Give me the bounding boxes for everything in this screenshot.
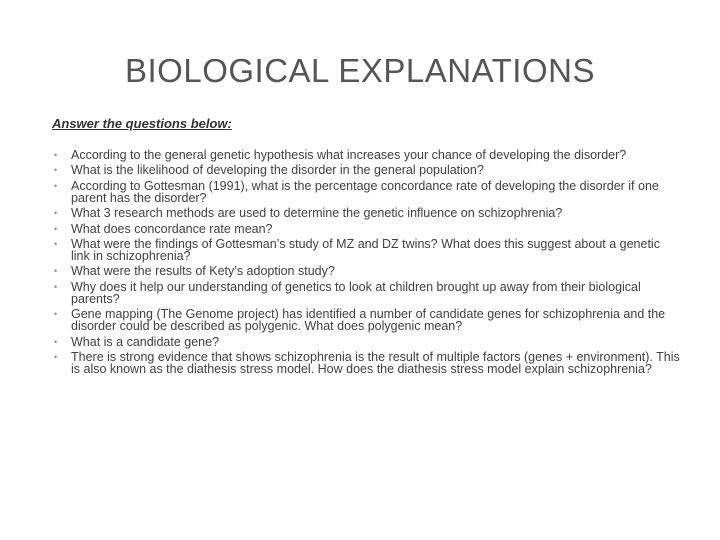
bullet-icon: • — [54, 208, 58, 219]
question-text: According to the general genetic hypothesis what increases your chance of developing the disorder? — [71, 148, 627, 162]
question-item-9 — [52, 308, 682, 332]
question-item-10 — [52, 336, 682, 348]
question-item-7 — [52, 265, 682, 277]
question-item-8 — [52, 281, 682, 305]
question-item-2 — [52, 164, 682, 176]
question-item-6 — [52, 238, 682, 262]
bullet-icon: • — [54, 150, 58, 160]
question-item-5 — [52, 223, 682, 235]
question-item-4 — [52, 207, 682, 219]
question-text: What is a candidate gene? — [71, 334, 220, 349]
slide-title: BIOLOGICAL EXPLANATIONS — [125, 52, 595, 89]
bullet-icon: • — [54, 309, 58, 320]
bullet-icon: • — [54, 238, 58, 249]
question-text: What is the likelihood of developing the disorder in the general population? — [71, 163, 484, 178]
bullet-icon: • — [54, 351, 58, 362]
question-item-11 — [52, 351, 682, 375]
question-list — [52, 149, 682, 378]
question-item-1 — [52, 149, 682, 161]
question-text: What were the results of Kety’s adoption study? — [71, 264, 335, 279]
question-text: What were the findings of Gottesman’s study of MZ and DZ twins? What does this suggest about a genetic link in schizophrenia? — [71, 236, 660, 263]
bullet-icon: • — [54, 336, 58, 347]
bullet-icon: • — [54, 165, 58, 176]
question-text: Why does it help our understanding of genetics to look at children brought up away from their biological parents? — [71, 279, 641, 306]
question-text: According to Gottesman (1991), what is the percentage concordance rate of developing the disorder if one parent has the disorder? — [71, 178, 659, 205]
question-text: There is strong evidence that shows schizophrenia is the result of multiple factors (genes + environment). This is also known as the diathesis stress model. How does the diathesis stress model explain schizophrenia? — [71, 349, 680, 376]
bullet-icon: • — [54, 281, 58, 292]
bullet-icon: • — [54, 223, 58, 234]
question-item-3 — [52, 180, 682, 204]
question-text: What does concordance rate mean? — [71, 221, 273, 236]
instructions-heading: Answer the questions below: — [52, 116, 232, 131]
question-text: What 3 research methods are used to determine the genetic influence on schizophrenia? — [71, 206, 563, 221]
bullet-icon: • — [54, 266, 58, 277]
question-text: Gene mapping (The Genome project) has identified a number of candidate genes for schizophrenia and the disorder could be described as polygenic. What does polygenic mean? — [71, 307, 666, 334]
bullet-icon: • — [54, 180, 58, 191]
